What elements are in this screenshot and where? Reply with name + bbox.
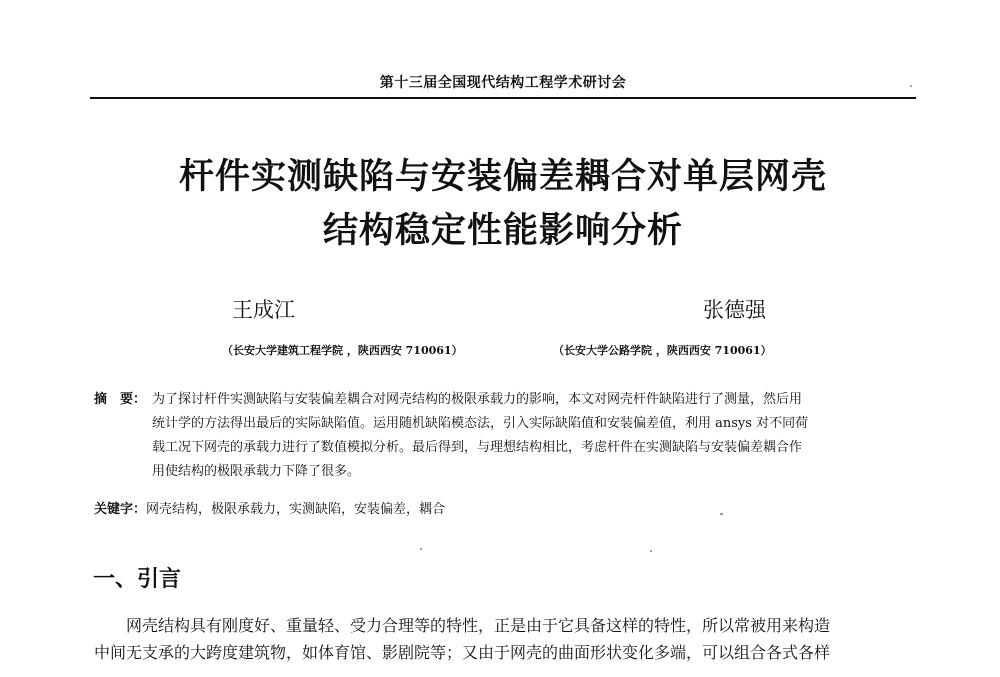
paper-title [100,150,906,258]
abstract-label: 摘 要： [94,392,147,407]
author-affiliation-2: （长安大学公路学院 ，陕西西安 710061） [553,344,772,357]
intro-line: 中间无支承的大跨度建筑物，如体育馆、影剧院等；又由于网壳的曲面形状变化多端，可以组合各式各样 [94,643,831,662]
scan-speck [720,513,723,515]
author-name-1: 王成江 [232,298,295,322]
intro-line: 网壳结构具有刚度好、重量轻、受力合理等的特性，正是由于它具备这样的特性，所以常被用来构造 [126,616,831,635]
title-line-2: 结构稳定性能影响分析 [322,211,683,251]
scan-speck [650,550,652,552]
abstract-line: 为了探讨杆件实测缺陷与安装偏差耦合对网壳结构的极限承载力的影响，本文对网壳杆件缺陷进行了测量，然后用 [152,392,803,407]
keywords-text: 网壳结构，极限承载力，实测缺陷，安装偏差，耦合 [146,502,446,517]
section-heading: 一、引言 [93,567,182,592]
author-affiliation-1: （长安大学建筑工程学院 ，陕西西安 710061） [222,344,463,357]
scan-speck [910,85,912,87]
keywords [94,498,916,517]
abstract-line: 用使结构的极限承载力下降了很多。 [152,464,361,479]
author-name-2: 张德强 [703,298,766,322]
abstract-line: 统计学的方法得出最后的实际缺陷值。运用随机缺陷模态法，引入实际缺陷值和安装偏差值，利用 ansys 对不同荷 [152,416,809,431]
scan-speck [420,548,422,550]
conference-header: 第十三届全国现代结构工程学术研讨会 [379,75,627,91]
intro-paragraph [94,612,914,666]
header-rule [90,97,916,99]
abstract-body [152,388,912,484]
title-line-1: 杆件实测缺陷与安装偏差耦合对单层网壳 [178,157,827,197]
keywords-label: 关键字： [94,502,147,517]
abstract-line: 载工况下网壳的承载力进行了数值模拟分析。最后得到，与理想结构相比，考虑杆件在实测缺陷与安装偏差耦合作 [152,440,803,455]
